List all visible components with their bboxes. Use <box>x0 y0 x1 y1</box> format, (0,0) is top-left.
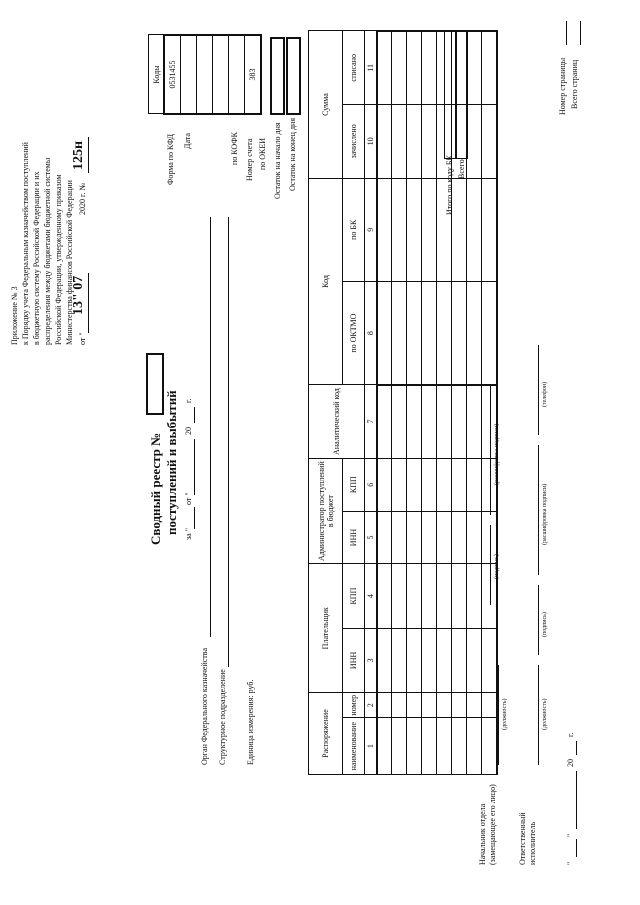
sig-exec-line-1: Ответственный <box>518 812 527 865</box>
sig-exec-decoding-line <box>538 445 539 575</box>
col-num: 2 <box>365 693 377 718</box>
table-cell <box>452 693 467 718</box>
total-bk-label: Итого по коду БК <box>445 155 454 215</box>
sig-head-line-1: Начальник отдела <box>478 803 487 865</box>
table-cell <box>377 105 392 179</box>
table-cell <box>467 564 482 628</box>
sig-head-decoding-caption: (расшифровка подписи) <box>494 423 500 485</box>
total-all-label: Всего <box>457 159 466 179</box>
sig-exec-position-line <box>538 665 539 765</box>
column-number-row <box>365 31 377 775</box>
title-period-year-line <box>194 407 195 423</box>
table-row <box>377 31 392 775</box>
table-cell <box>392 178 407 281</box>
title-period-prefix: за " <box>184 528 193 540</box>
table-cell <box>437 564 452 628</box>
table-cell <box>467 628 482 692</box>
codes-kfd-label: Форма по КФД <box>166 133 175 185</box>
table-cell <box>422 511 437 564</box>
page-number-line <box>566 21 567 45</box>
table-cell <box>482 693 497 718</box>
sig-head-decoding-line <box>490 385 491 515</box>
table-cell <box>422 105 437 179</box>
organ-underline <box>210 217 211 637</box>
table-row <box>422 31 437 775</box>
appendix-number-underline <box>88 137 89 173</box>
table-cell <box>422 281 437 384</box>
appendix-number-handwritten: 125н <box>71 140 86 170</box>
table-cell <box>422 178 437 281</box>
table-cell <box>482 178 497 281</box>
sig-exec-line-2: исполнитель <box>528 821 537 865</box>
table-cell <box>422 385 437 459</box>
appendix-date-handwritten: 13" 07 <box>71 275 86 315</box>
table-cell <box>437 511 452 564</box>
appendix-date-year: 2020 г. № <box>78 182 87 215</box>
sig-exec-decoding-caption: (расшифровка подписи) <box>542 483 548 545</box>
title-period-month-line <box>194 439 195 495</box>
table-cell <box>422 564 437 628</box>
title-period-year: 20 <box>184 427 193 435</box>
table-cell <box>392 511 407 564</box>
col-admin-inn: ИНН <box>343 511 365 564</box>
label-organ: Орган Федерального казначейства <box>200 647 209 765</box>
table-cell <box>437 281 452 384</box>
codes-okei-label: по ОКЕИ <box>258 137 267 170</box>
table-cell <box>407 178 422 281</box>
total-pages-label: Всего страниц <box>570 59 579 109</box>
sig-date-year-line <box>576 741 577 755</box>
header-order: Распоряжение <box>309 693 343 775</box>
header-analytic: Аналитический код <box>309 385 365 459</box>
title-line-1: Сводный реестр № <box>148 432 163 545</box>
sig-exec-phone-caption: (телефон) <box>542 381 548 407</box>
balance-end-label: Остаток на конец дня <box>288 118 297 191</box>
codes-kfd-value: 0531455 <box>164 35 181 114</box>
header-payer: Плательщик <box>309 564 343 693</box>
total-pages-line <box>580 21 581 45</box>
table-cell <box>377 628 392 692</box>
table-cell <box>377 458 392 511</box>
table-cell <box>422 693 437 718</box>
table-cell <box>482 105 497 179</box>
table-cell <box>437 385 452 459</box>
col-oktmo: по ОКТМО <box>343 281 365 384</box>
table-cell <box>452 628 467 692</box>
codes-kofk-value <box>213 35 229 114</box>
table-cell <box>437 628 452 692</box>
col-num: 1 <box>365 718 377 775</box>
table-cell <box>482 281 497 384</box>
header-code: Код <box>309 178 343 385</box>
appendix-date-underline <box>88 273 89 333</box>
total-all-box <box>456 30 468 159</box>
sig-exec-signature-line <box>538 585 539 655</box>
table-cell <box>452 281 467 384</box>
table-cell <box>392 385 407 459</box>
table-cell <box>452 718 467 775</box>
table-cell <box>392 105 407 179</box>
table-cell <box>377 564 392 628</box>
table-cell <box>467 385 482 459</box>
table-row <box>407 31 422 775</box>
codes-date-label: Дата <box>183 133 192 149</box>
col-num: 10 <box>365 105 377 179</box>
table-cell <box>452 564 467 628</box>
table-cell <box>407 458 422 511</box>
balance-end-box <box>286 37 301 115</box>
table-cell <box>377 718 392 775</box>
table-cell <box>392 281 407 384</box>
label-division: Структурное подразделение <box>218 669 227 765</box>
table-row <box>482 31 497 775</box>
appendix-line-1: Приложение № 3 <box>10 286 19 345</box>
table-cell <box>377 385 392 459</box>
title-period-day-line <box>194 507 195 529</box>
sig-exec-position-caption: (должность) <box>542 698 548 730</box>
table-cell <box>407 628 422 692</box>
sig-date-year: 20 <box>566 759 575 767</box>
table-cell <box>467 281 482 384</box>
table-row <box>392 31 407 775</box>
table-cell <box>422 458 437 511</box>
col-payer-inn: ИНН <box>343 628 365 692</box>
table-cell <box>407 693 422 718</box>
title-period-suffix: г. <box>184 398 193 403</box>
table-cell <box>482 31 497 105</box>
table-cell <box>482 628 497 692</box>
sig-date-suffix: г. <box>566 732 575 737</box>
table-cell <box>467 458 482 511</box>
col-num: 11 <box>365 31 377 105</box>
table-cell <box>407 105 422 179</box>
col-num: 8 <box>365 281 377 384</box>
codes-kofk-label: по КОФК <box>230 132 239 165</box>
table-cell <box>467 693 482 718</box>
col-num: 7 <box>365 385 377 459</box>
codes-header: Коды <box>149 35 165 114</box>
codes-okei-value: 383 <box>245 35 262 114</box>
table-cell <box>467 511 482 564</box>
appendix-line-4: распределения между бюджетами бюджетной системы <box>43 157 52 345</box>
sig-head-signature-caption: (подпись) <box>494 554 500 579</box>
title-number-box <box>146 353 164 415</box>
table-cell <box>437 458 452 511</box>
header-sum: Сумма <box>309 31 343 178</box>
table-cell <box>452 385 467 459</box>
table-cell <box>392 628 407 692</box>
sig-date-quote-2: " <box>566 833 575 837</box>
col-payer-kpp: КПП <box>343 564 365 628</box>
col-admin-kpp: КПП <box>343 458 365 511</box>
col-credited: зачислено <box>343 105 365 179</box>
sig-head-line-2: (замещающее его лицо) <box>488 784 497 865</box>
sig-date-month-line <box>576 771 577 829</box>
col-debited: списано <box>343 31 365 105</box>
table-cell <box>377 693 392 718</box>
title-period-quote: от " <box>184 492 193 505</box>
table-cell <box>437 718 452 775</box>
table-cell <box>377 281 392 384</box>
balance-start-box <box>270 37 285 115</box>
total-bk-box <box>444 30 456 159</box>
codes-date-value <box>181 35 197 114</box>
appendix-line-2: к Порядку учета Федеральным казначейством поступлений <box>21 142 30 345</box>
col-num: 3 <box>365 628 377 692</box>
table-cell <box>482 718 497 775</box>
table-cell <box>407 281 422 384</box>
table-cell <box>467 178 482 281</box>
registry-table <box>308 30 498 775</box>
codes-account-value <box>229 35 245 114</box>
table-cell <box>392 718 407 775</box>
label-unit: Единица измерения: руб. <box>246 679 255 765</box>
balance-start-label: Остаток на начало дня <box>273 122 282 199</box>
appendix-line-5: Российской Федерации, утвержденному приказом <box>54 174 63 345</box>
col-bk: по БК <box>343 178 365 281</box>
table-cell <box>377 511 392 564</box>
col-num: 6 <box>365 458 377 511</box>
sig-head-position-line <box>498 665 499 765</box>
table-cell <box>467 105 482 179</box>
table-cell <box>422 718 437 775</box>
appendix-line-3: в бюджетную систему Российской Федерации и их <box>32 171 41 345</box>
header-admin: Администратор поступлений в бюджет <box>309 458 343 564</box>
table-cell <box>407 31 422 105</box>
title-line-2: поступлений и выбытий <box>164 390 179 535</box>
page-number-label: Номер страницы <box>558 57 567 115</box>
sig-date-day-line <box>576 839 577 857</box>
table-cell <box>392 693 407 718</box>
table-cell <box>467 718 482 775</box>
codes-table <box>148 34 262 115</box>
table-cell <box>422 628 437 692</box>
table-cell <box>437 693 452 718</box>
sig-exec-signature-caption: (подпись) <box>542 612 548 637</box>
appendix-date-prefix: от " <box>78 332 87 345</box>
appendix-line-6: Министерства финансов Российской Федерации <box>65 180 74 345</box>
table-cell <box>392 458 407 511</box>
table-cell <box>377 31 392 105</box>
table-cell <box>452 458 467 511</box>
table-cell <box>452 511 467 564</box>
col-name: наименование <box>343 718 365 775</box>
table-cell <box>392 31 407 105</box>
sig-exec-phone-line <box>538 345 539 435</box>
codes-account-label: Номер счета <box>245 138 254 181</box>
col-num: 4 <box>365 564 377 628</box>
sig-head-position-caption: (должность) <box>502 698 508 730</box>
table-cell <box>422 31 437 105</box>
table-cell <box>407 564 422 628</box>
col-num: 5 <box>365 511 377 564</box>
table-cell <box>407 718 422 775</box>
table-cell <box>407 385 422 459</box>
table-cell <box>407 511 422 564</box>
sig-head-signature-line <box>490 525 491 605</box>
col-num: 9 <box>365 178 377 281</box>
codes-empty-row <box>197 35 213 114</box>
col-number: номер <box>343 693 365 718</box>
table-cell <box>392 564 407 628</box>
table-cell <box>467 31 482 105</box>
table-row <box>467 31 482 775</box>
sig-date-quote: " <box>566 861 575 865</box>
table-cell <box>377 178 392 281</box>
division-underline <box>228 217 229 667</box>
